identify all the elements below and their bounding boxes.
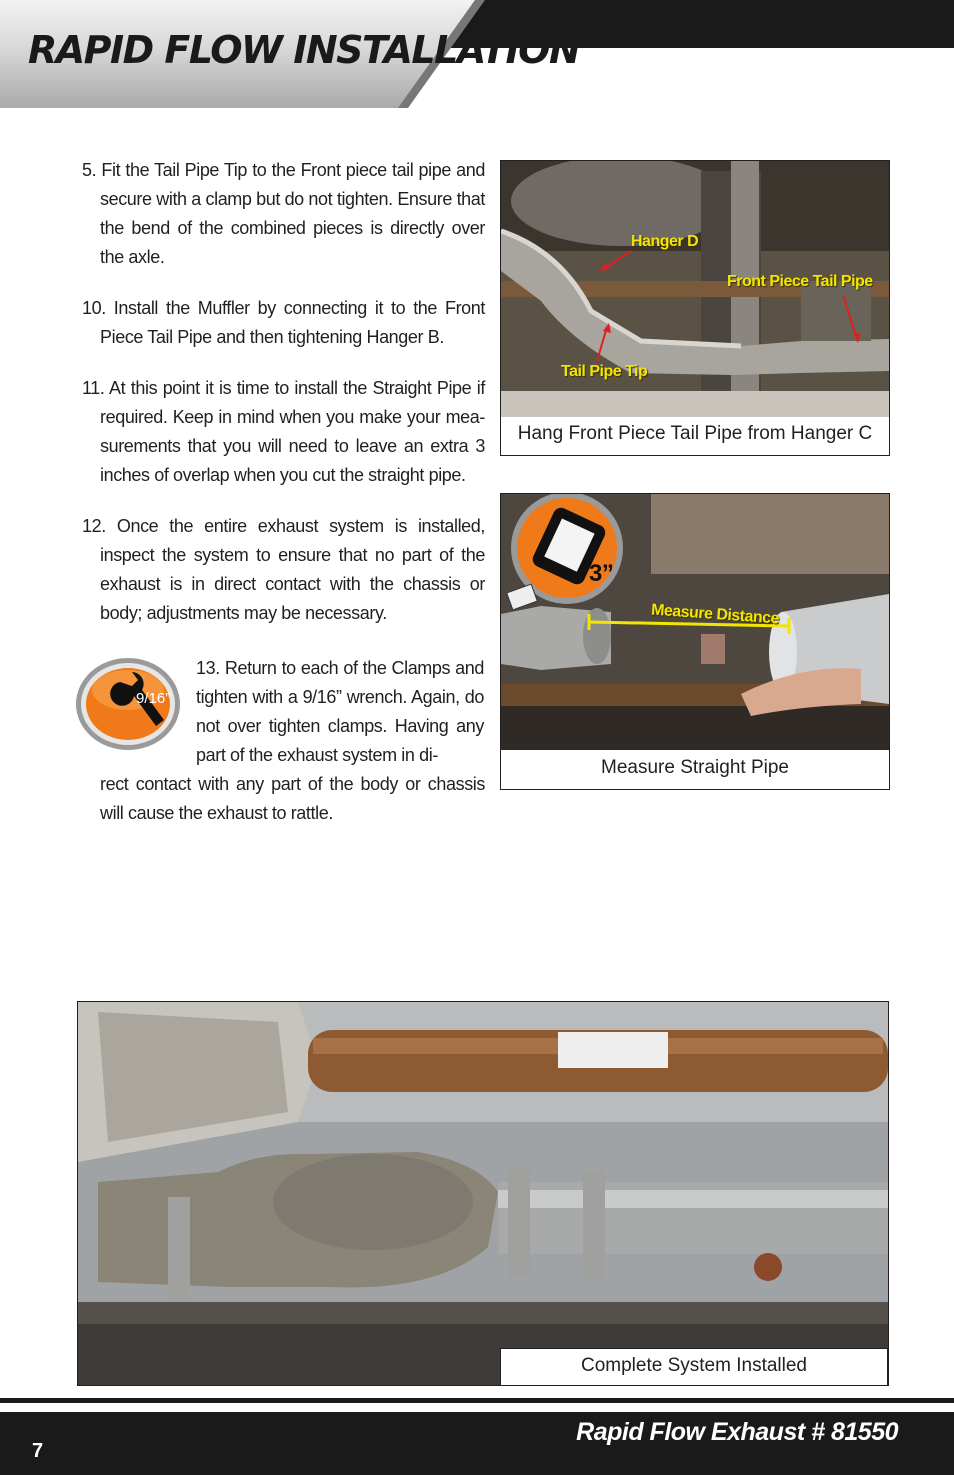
callout-arrows — [501, 161, 889, 417]
step-12: 12. Once the entire exhaust system is installed, inspect the system to ensure that no part of the exhaust is in direct contact with the chassis or body; adjustments may be necessary. — [82, 516, 485, 623]
footer-rule — [0, 1398, 954, 1403]
instruction-steps — [82, 156, 485, 650]
footer-title: Rapid Flow Exhaust # 81550 — [576, 1418, 898, 1446]
step-5: 5. Fit the Tail Pipe Tip to the Front piece tail pipe and secure with a clamp but do not tighten. Ensure that the bend of the combined pieces is directly over the axle. — [82, 160, 485, 267]
step-10: 10. Install the Muffler by connecting it to the Front Piece Tail Pipe and then tightening Hanger B. — [82, 298, 485, 347]
callout-tape-value: 3” — [589, 560, 614, 587]
photo-2-caption: Measure Straight Pipe — [601, 757, 789, 778]
callout-tail-tip: Tail Pipe Tip — [561, 363, 648, 380]
callout-hanger-d: Hanger D — [631, 233, 699, 250]
page-title: RAPID FLOW INSTALLATION — [28, 28, 580, 72]
complete-system-photo — [78, 1002, 888, 1385]
step-13: 13. Return to each of the Clamps and tighten with a 9/16” wrench. Again, do not over tighten clamps. Having any part of the exhaust system in di- — [196, 658, 484, 765]
callout-front-piece: Front Piece Tail Pipe — [727, 273, 873, 290]
photo-1-caption: Hang Front Piece Tail Pipe from Hanger C — [517, 423, 873, 444]
step-13-continued: rect contact with any part of the body or chassis will cause the exhaust to rattle. — [100, 774, 485, 823]
step-11: 11. At this point it is time to install the Straight Pipe if required. Keep in mind when you make your mea-surements that you will need to leave an extra 3 inches of overlap when you cut the straight pipe. — [82, 378, 485, 485]
photo-3-caption: Complete System Installed — [500, 1348, 888, 1386]
callout-measure-distance: Measure Distance — [650, 601, 780, 628]
photo-panel-2 — [500, 493, 890, 790]
photo-panel-3 — [77, 1001, 889, 1386]
page-number: 7 — [32, 1440, 44, 1462]
photo-panel-1 — [500, 160, 890, 456]
wrench-size-label: 9/16” — [136, 690, 171, 707]
